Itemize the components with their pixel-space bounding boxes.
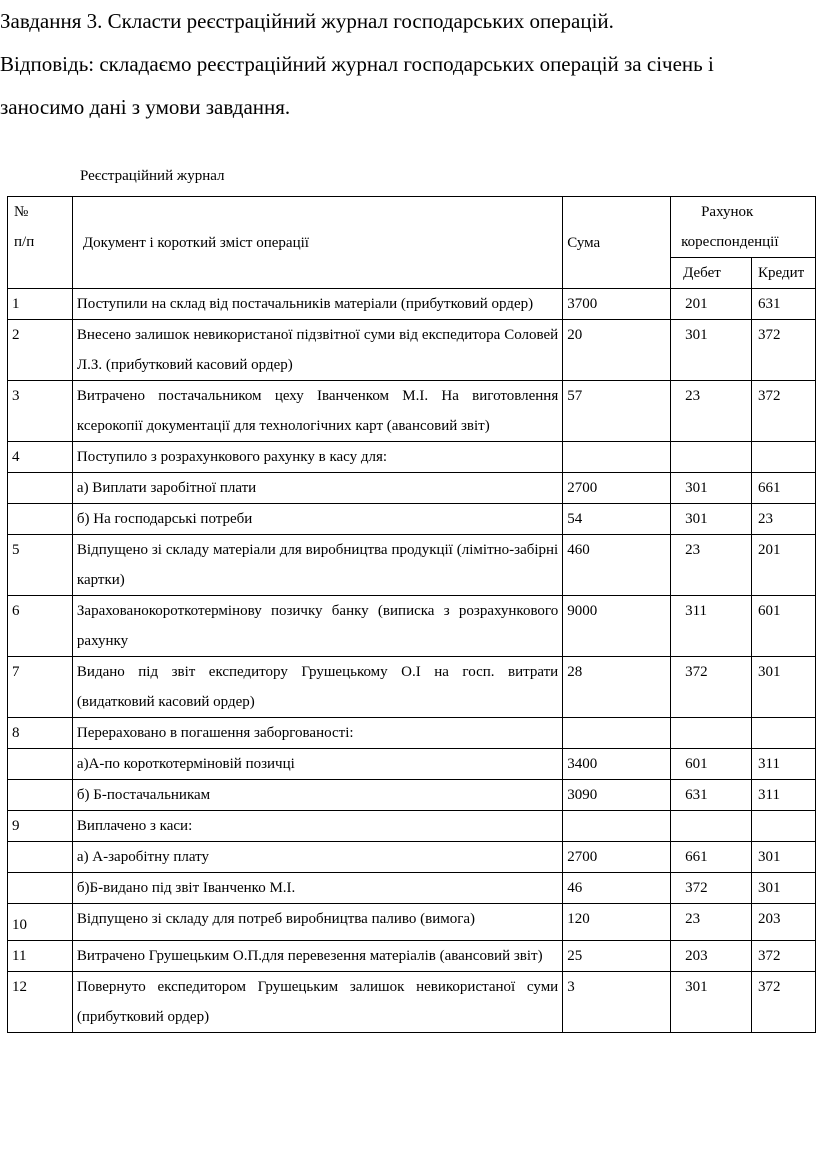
row-description: Відпущено зі складу для потреб виробництва паливо (вимога) bbox=[72, 904, 562, 941]
row-sum: 46 bbox=[563, 873, 671, 904]
row-sum: 57 bbox=[563, 381, 671, 442]
row-sum: 2700 bbox=[563, 473, 671, 504]
row-debit-account: 23 bbox=[671, 904, 752, 941]
header-account bbox=[671, 197, 816, 258]
row-debit-account bbox=[671, 811, 752, 842]
row-sum: 20 bbox=[563, 320, 671, 381]
row-sum: 28 bbox=[563, 657, 671, 718]
row-credit-account: 372 bbox=[752, 320, 816, 381]
table-row bbox=[8, 811, 816, 842]
row-description: Повернуто експедитором Грушецьким залишок невикористаної суми (прибутковий ордер) bbox=[72, 972, 562, 1033]
header-num-label: п/п bbox=[14, 234, 35, 250]
row-description: а)А-по короткотерміновій позичці bbox=[72, 749, 562, 780]
row-sum: 25 bbox=[563, 941, 671, 972]
row-sum: 460 bbox=[563, 535, 671, 596]
table-row bbox=[8, 289, 816, 320]
row-number: 6 bbox=[8, 596, 73, 657]
row-debit-account: 301 bbox=[671, 320, 752, 381]
answer-line: Відповідь: складаємо реєстраційний журнал господарських операцій за січень і bbox=[0, 52, 714, 76]
row-debit-account: 301 bbox=[671, 972, 752, 1033]
row-number: 3 bbox=[8, 381, 73, 442]
row-number: 8 bbox=[8, 718, 73, 749]
row-description: б)Б-видано під звіт Іванченко М.І. bbox=[72, 873, 562, 904]
row-description: Відпущено зі складу матеріали для виробництва продукції (лімітно-забірні картки) bbox=[72, 535, 562, 596]
journal-title: Реєстраційний журнал bbox=[80, 168, 225, 184]
table-row bbox=[8, 842, 816, 873]
row-debit-account: 661 bbox=[671, 842, 752, 873]
header-account-line1: Рахунок bbox=[701, 204, 754, 220]
row-credit-account: 301 bbox=[752, 842, 816, 873]
header-num-symbol: № bbox=[14, 204, 29, 220]
row-sum bbox=[563, 442, 671, 473]
row-credit-account: 372 bbox=[752, 381, 816, 442]
row-debit-account: 301 bbox=[671, 473, 752, 504]
row-number: 11 bbox=[8, 941, 73, 972]
table-row bbox=[8, 596, 816, 657]
row-credit-account: 631 bbox=[752, 289, 816, 320]
table-row bbox=[8, 718, 816, 749]
row-description: б) На господарські потреби bbox=[72, 504, 562, 535]
table-row bbox=[8, 780, 816, 811]
row-credit-account: 601 bbox=[752, 596, 816, 657]
row-debit-account: 372 bbox=[671, 873, 752, 904]
row-debit-account: 23 bbox=[671, 535, 752, 596]
row-credit-account: 661 bbox=[752, 473, 816, 504]
row-number bbox=[8, 749, 73, 780]
task-line: Завдання 3. Скласти реєстраційний журнал господарських операцій. bbox=[0, 9, 614, 33]
row-debit-account: 372 bbox=[671, 657, 752, 718]
row-debit-account: 311 bbox=[671, 596, 752, 657]
row-sum: 3700 bbox=[563, 289, 671, 320]
row-description: а) А-заробітну плату bbox=[72, 842, 562, 873]
header-credit: Кредит bbox=[752, 258, 816, 289]
row-number: 9 bbox=[8, 811, 73, 842]
row-credit-account: 301 bbox=[752, 657, 816, 718]
row-description: а) Виплати заробітної плати bbox=[72, 473, 562, 504]
row-credit-account: 23 bbox=[752, 504, 816, 535]
header-account-line2: кореспонденції bbox=[681, 234, 779, 250]
row-credit-account: 301 bbox=[752, 873, 816, 904]
row-debit-account: 631 bbox=[671, 780, 752, 811]
row-debit-account: 301 bbox=[671, 504, 752, 535]
row-description: Витрачено Грушецьким О.П.для перевезення матеріалів (авансовий звіт) bbox=[72, 941, 562, 972]
header-row bbox=[8, 197, 816, 258]
row-description: Перераховано в погашення заборгованості: bbox=[72, 718, 562, 749]
table-row bbox=[8, 904, 816, 941]
row-description: Поступило з розрахункового рахунку в касу для: bbox=[72, 442, 562, 473]
row-sum bbox=[563, 811, 671, 842]
row-sum bbox=[563, 718, 671, 749]
row-number: 4 bbox=[8, 442, 73, 473]
row-description: Внесено залишок невикористаної підзвітної суми від експедитора Соловей Л.З. (прибутковий касовий ордер) bbox=[72, 320, 562, 381]
row-description: Видано під звіт експедитору Грушецькому О.І на госп. витрати (видатковий касовий ордер) bbox=[72, 657, 562, 718]
header-debit: Дебет bbox=[671, 258, 752, 289]
row-number: 2 bbox=[8, 320, 73, 381]
row-description: Витрачено постачальником цеху Іванченком М.І. На виготовлення ксерокопії документації для технологічних карт (авансовий звіт) bbox=[72, 381, 562, 442]
row-number bbox=[8, 842, 73, 873]
registration-journal-table bbox=[7, 196, 816, 1033]
header-document: Документ і короткий зміст операції bbox=[72, 197, 562, 289]
row-number: 5 bbox=[8, 535, 73, 596]
row-credit-account bbox=[752, 442, 816, 473]
header-num-cell bbox=[8, 197, 73, 289]
table-row bbox=[8, 941, 816, 972]
table-row bbox=[8, 320, 816, 381]
row-number bbox=[8, 873, 73, 904]
row-sum: 3090 bbox=[563, 780, 671, 811]
row-sum: 3 bbox=[563, 972, 671, 1033]
answer-line-continued: заносимо дані з умови завдання. bbox=[0, 95, 291, 119]
row-credit-account: 203 bbox=[752, 904, 816, 941]
table-row bbox=[8, 749, 816, 780]
row-credit-account bbox=[752, 718, 816, 749]
intro-text bbox=[0, 0, 816, 129]
row-sum: 54 bbox=[563, 504, 671, 535]
row-debit-account: 23 bbox=[671, 381, 752, 442]
row-debit-account: 203 bbox=[671, 941, 752, 972]
row-description: Зарахованокороткотермінову позичку банку (виписка з розрахункового рахунку bbox=[72, 596, 562, 657]
row-sum: 3400 bbox=[563, 749, 671, 780]
row-description: Поступили на склад від постачальників матеріали (прибутковий ордер) bbox=[72, 289, 562, 320]
row-description: б) Б-постачальникам bbox=[72, 780, 562, 811]
row-number: 1 bbox=[8, 289, 73, 320]
row-debit-account bbox=[671, 442, 752, 473]
row-credit-account bbox=[752, 811, 816, 842]
row-number: 7 bbox=[8, 657, 73, 718]
row-sum: 120 bbox=[563, 904, 671, 941]
row-description: Виплачено з каси: bbox=[72, 811, 562, 842]
row-credit-account: 311 bbox=[752, 780, 816, 811]
row-number: 12 bbox=[8, 972, 73, 1033]
table-row bbox=[8, 473, 816, 504]
row-debit-account: 601 bbox=[671, 749, 752, 780]
table-row bbox=[8, 442, 816, 473]
row-debit-account: 201 bbox=[671, 289, 752, 320]
header-sum: Сума bbox=[563, 197, 671, 289]
row-credit-account: 201 bbox=[752, 535, 816, 596]
row-number bbox=[8, 504, 73, 535]
row-number: 10 bbox=[8, 904, 73, 941]
table-row bbox=[8, 873, 816, 904]
row-debit-account bbox=[671, 718, 752, 749]
table-row bbox=[8, 504, 816, 535]
table-row bbox=[8, 535, 816, 596]
row-credit-account: 372 bbox=[752, 972, 816, 1033]
row-sum: 2700 bbox=[563, 842, 671, 873]
row-number bbox=[8, 473, 73, 504]
row-credit-account: 372 bbox=[752, 941, 816, 972]
table-row bbox=[8, 657, 816, 718]
row-number bbox=[8, 780, 73, 811]
table-row bbox=[8, 972, 816, 1033]
row-sum: 9000 bbox=[563, 596, 671, 657]
table-row bbox=[8, 381, 816, 442]
row-credit-account: 311 bbox=[752, 749, 816, 780]
